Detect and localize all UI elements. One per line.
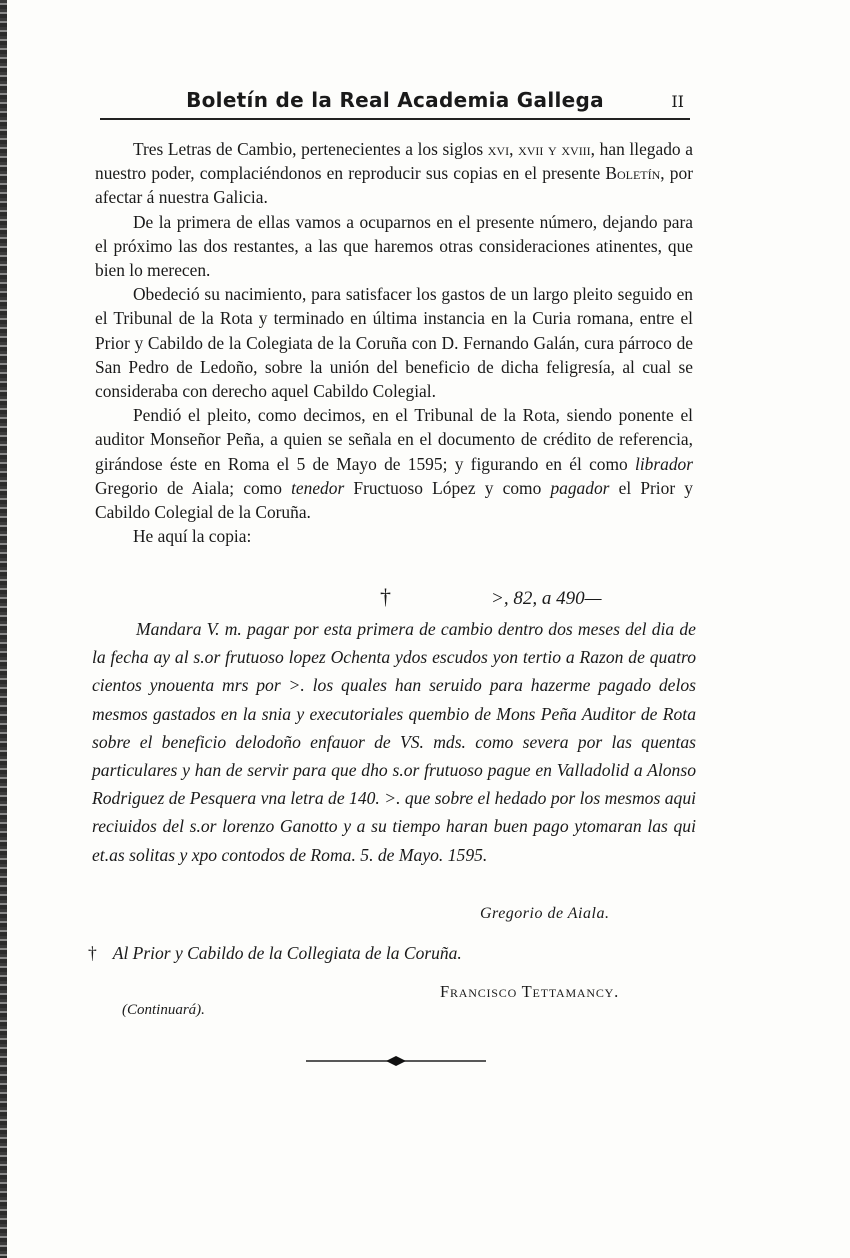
- page-number: II: [671, 92, 684, 111]
- centuries: xvi, xvii y xviii,: [487, 139, 596, 159]
- address-line: [88, 943, 462, 964]
- term-librador: librador: [635, 453, 693, 474]
- author-name: Francisco Tettamancy.: [440, 982, 620, 1001]
- addressee: Al Prior y Cabildo de la Collegiata de la Coruña.: [112, 943, 462, 963]
- letter-body: Mandara V. m. pagar por esta primera de cambio dentro dos meses del dia de la fecha ay al s.or frutuoso lopez Ochenta ydos escudos yon tertio a Razon de quatro cientos ynouenta mrs por >. los quales han seruido para hazerme pagado delos mesmos gastados en la snia y executoriales quembio de Mons Peña Auditor de Rota sobre el beneficio delodoño enfauor de VS. mds. como severa por las quentas particulares y han de servir para que dho s.or frutuoso pague en Valladolid a Alonso Rodriguez de Pesquera vna letra de 140. >. que sobre el hedado por los mesmos aqui reciuidos del s.or lorenzo Ganotto y a su tiempo haran buen pago ytomaran las qui et.as solitas y xpo contodos de Roma. 5. de Mayo. 1595.: [92, 619, 696, 865]
- continued-note: (Continuará).: [122, 1002, 205, 1018]
- ornament-divider: [306, 1054, 486, 1068]
- term-pagador: pagador: [550, 477, 610, 498]
- paragraph-lawsuit: Pendió el pleito, como decimos, en el Tribunal de la Rota, siendo ponente el auditor Monseñor Peña, a quien se señala en el documento de crédito de referencia, girándose éste en Roma el 5 de Mayo de 1595; y figurando en él como librador Gregorio de Aiala; como tenedor Fructuoso López y como pagador el Prior y Cabildo Colegial de la Coruña.: [95, 405, 693, 523]
- paragraph-plan: De la primera de ellas vamos a ocuparnos en el presente número, dejando para el próximo las dos restantes, a las que haremos otras consideraciones atinentes, que bien lo merecen.: [95, 211, 693, 281]
- article-body: [95, 137, 693, 548]
- bill-amount: >, 82, a 490—: [491, 588, 602, 609]
- term-tenedor: tenedor: [291, 477, 345, 498]
- paragraph-origin: Obedeció su nacimiento, para satisfacer los gastos de un largo pleito seguido en el Tribunal de la Rota y terminado en última instancia en la Curia romana, entre el Prior y Cabildo de la Colegiata de la Coruña con D. Fernando Galán, cura párroco de San Pedro de Ledoño, sobre la unión del beneficio de dicha feligresía, al cual se consideraba con derecho aquel Cabildo Colegial.: [95, 284, 693, 402]
- document-heading: [380, 584, 780, 610]
- paragraph-copy-intro: He aquí la copia:: [133, 526, 252, 547]
- bill-of-exchange-text: [92, 615, 696, 869]
- boletin-name: Boletín,: [605, 163, 665, 184]
- cross-symbol: †: [88, 943, 97, 963]
- running-header: [100, 86, 690, 120]
- cross-symbol: †: [380, 584, 391, 609]
- paragraph-intro: Tres Letras de Cambio, pertenecientes a los siglos xvi, xvii y xviii, han llegado a nuestro poder, complaciéndonos en reproducir sus copias en el presente Boletín, por afectar á nuestra Galicia.: [95, 139, 693, 208]
- journal-title: Boletín de la Real Academia Gallega: [186, 88, 604, 112]
- signature: Gregorio de Aiala.: [480, 905, 610, 922]
- page-binding-edge: [0, 0, 7, 1258]
